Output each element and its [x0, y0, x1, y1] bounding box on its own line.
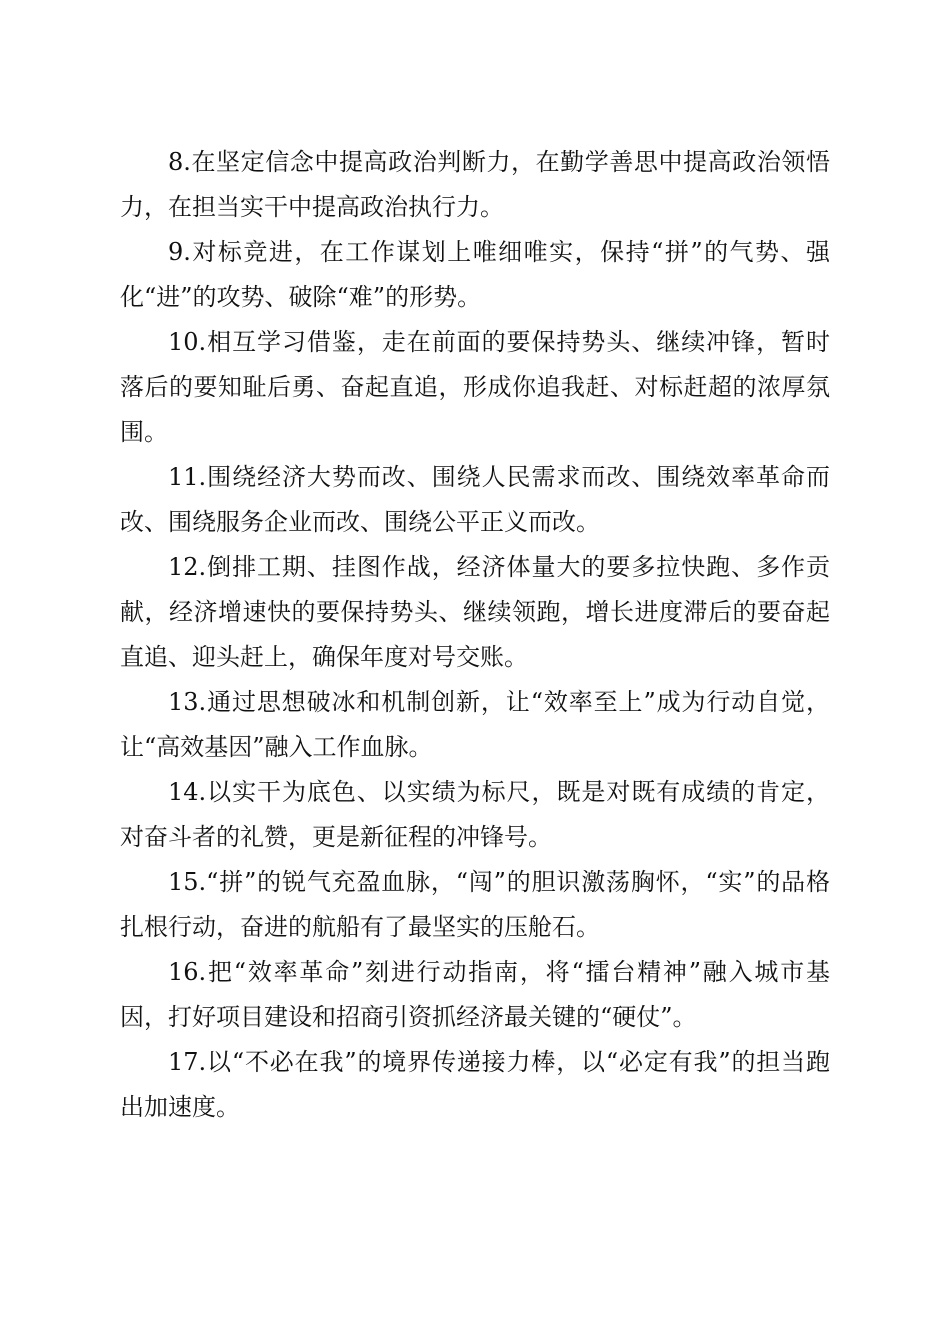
document-body — [120, 140, 830, 1130]
paragraph-item-12: 12.倒排工期、挂图作战，经济体量大的要多拉快跑、多作贡献，经济增速快的要保持势头、继续领跑，增长进度滞后的要奋起直追、迎头赶上，确保年度对号交账。 — [120, 553, 830, 671]
paragraph-item-8: 8.在坚定信念中提高政治判断力，在勤学善思中提高政治领悟力，在担当实干中提高政治执行力。 — [120, 148, 830, 221]
paragraph-item-9: 9.对标竞进，在工作谋划上唯细唯实，保持“拼”的气势、强化“进”的攻势、破除“难”的形势。 — [120, 238, 830, 311]
paragraph-item-10: 10.相互学习借鉴，走在前面的要保持势头、继续冲锋，暂时落后的要知耻后勇、奋起直追，形成你追我赶、对标赶超的浓厚氛围。 — [120, 328, 830, 446]
paragraph-item-11: 11.围绕经济大势而改、围绕人民需求而改、围绕效率革命而改、围绕服务企业而改、围绕公平正义而改。 — [120, 463, 830, 536]
paragraph-item-15: 15.“拼”的锐气充盈血脉，“闯”的胆识激荡胸怀，“实”的品格扎根行动，奋进的航船有了最坚实的压舱石。 — [120, 868, 830, 941]
paragraph-item-16: 16.把“效率革命”刻进行动指南，将“擂台精神”融入城市基因，打好项目建设和招商引资抓经济最关键的“硬仗”。 — [120, 958, 830, 1031]
paragraph-item-13: 13.通过思想破冰和机制创新，让“效率至上”成为行动自觉，让“高效基因”融入工作血脉。 — [120, 688, 830, 761]
paragraph-item-14: 14.以实干为底色、以实绩为标尺，既是对既有成绩的肯定，对奋斗者的礼赞，更是新征程的冲锋号。 — [120, 778, 830, 851]
paragraph-item-17: 17.以“不必在我”的境界传递接力棒，以“必定有我”的担当跑出加速度。 — [120, 1048, 830, 1121]
